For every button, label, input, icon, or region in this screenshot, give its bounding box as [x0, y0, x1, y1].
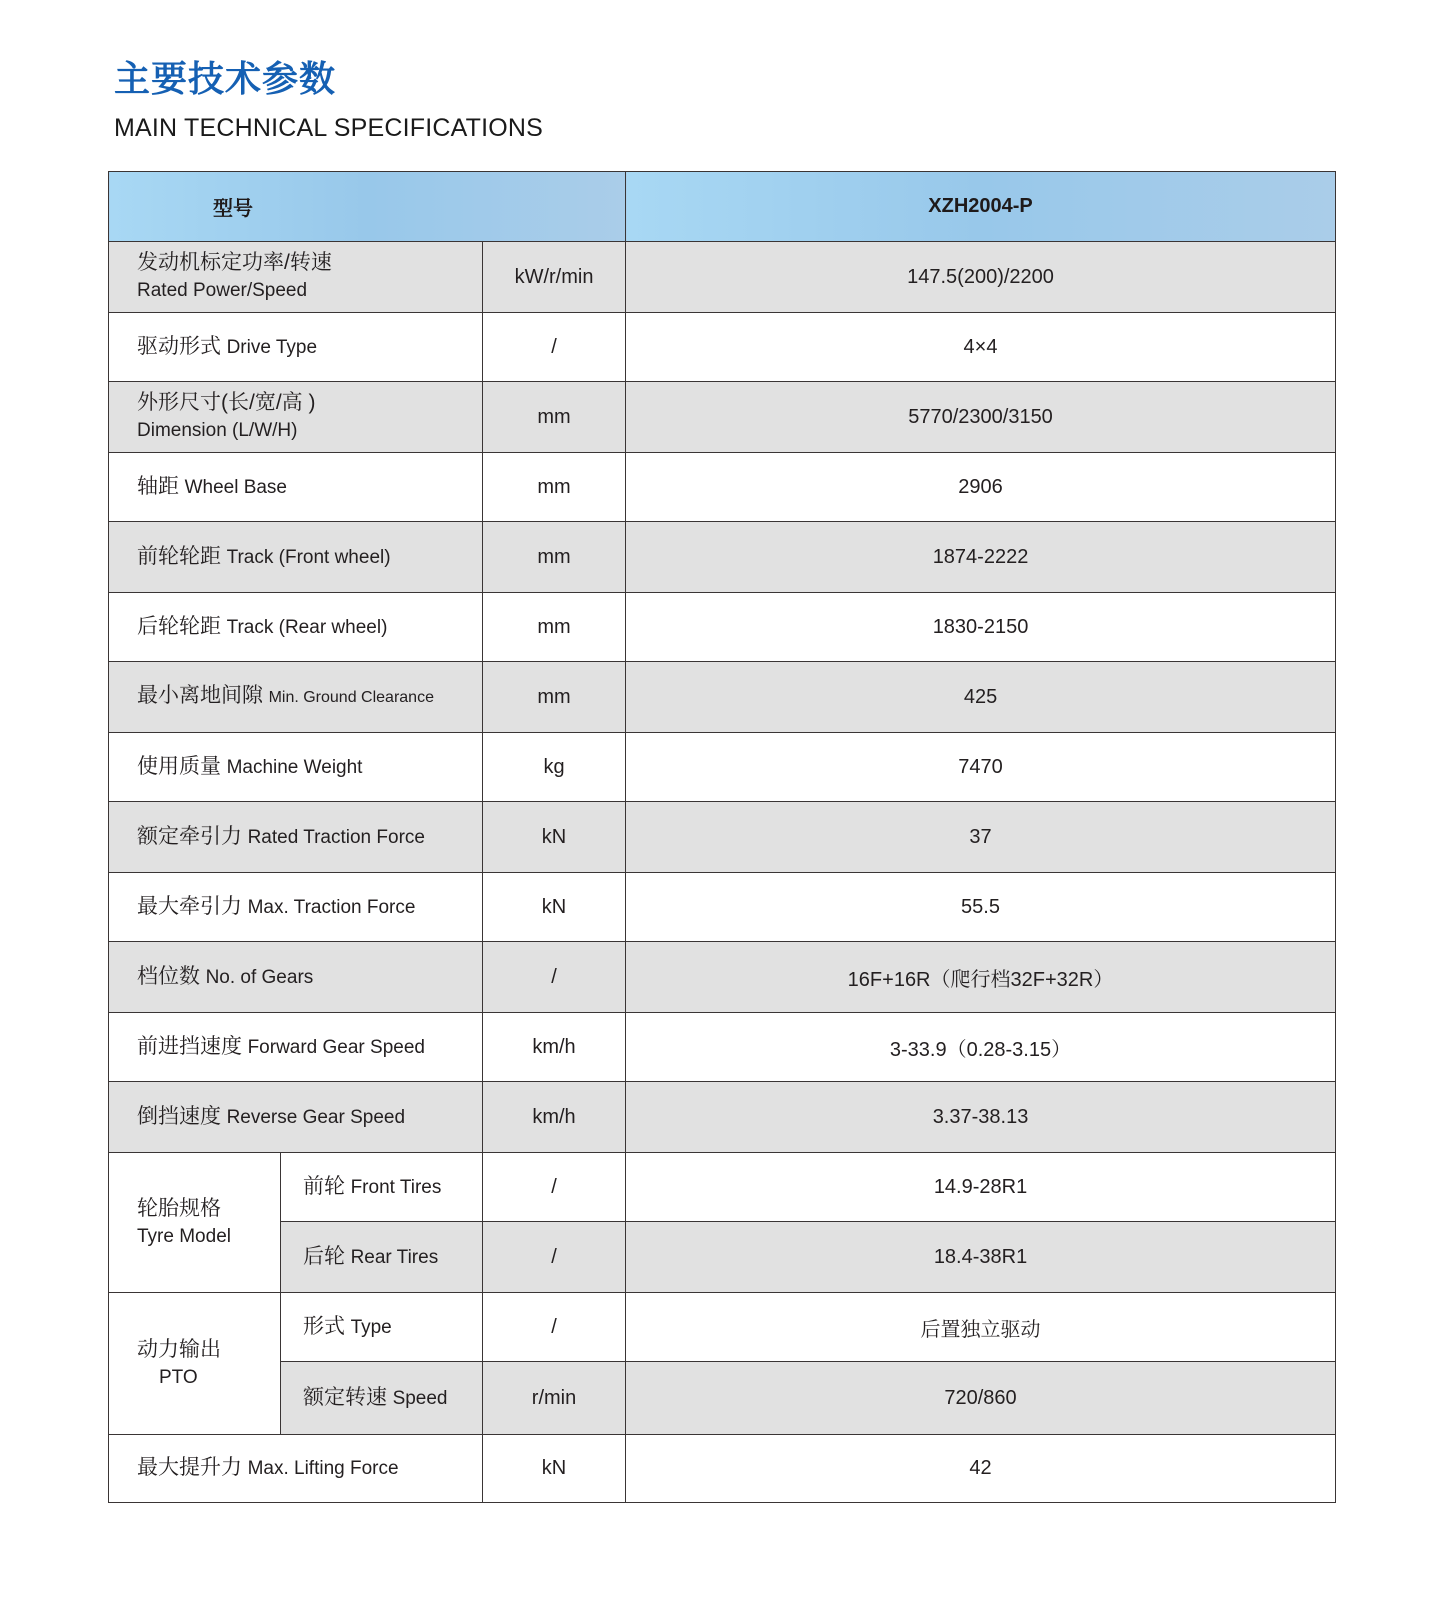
- spec-name-en: Type: [350, 1316, 392, 1338]
- spec-name: [281, 1153, 483, 1222]
- specifications-table: [108, 171, 1336, 1503]
- spec-value: 42: [626, 1435, 1336, 1503]
- model-value-header: XZH2004-P: [626, 172, 1336, 242]
- spec-unit: kN: [483, 873, 626, 942]
- table-row: [109, 1435, 1336, 1503]
- spec-name: [109, 522, 483, 593]
- spec-name: [109, 1082, 483, 1153]
- spec-value: 147.5(200)/2200: [626, 242, 1336, 313]
- spec-name-en: No. of Gears: [205, 966, 314, 988]
- spec-name-en: Rated Traction Force: [247, 826, 425, 848]
- spec-name-en: Max. Traction Force: [247, 896, 416, 918]
- spec-unit: /: [483, 1153, 626, 1222]
- spec-value: 3.37-38.13: [626, 1082, 1336, 1153]
- page-title-cn: 主要技术参数: [114, 59, 337, 100]
- spec-name-cn: 前轮轮距: [137, 544, 221, 568]
- spec-name-cn: 发动机标定功率/转速: [137, 251, 332, 274]
- spec-unit: mm: [483, 662, 626, 733]
- tyre-group-label: [109, 1153, 281, 1293]
- spec-name: [281, 1222, 483, 1293]
- spec-unit: kN: [483, 1435, 626, 1503]
- spec-name-cn: 驱动形式: [137, 334, 221, 358]
- spec-name: [109, 873, 483, 942]
- spec-name-en: Front Tires: [350, 1176, 442, 1198]
- spec-name-cn: 轴距: [137, 474, 179, 498]
- spec-name-en: Dimension (L/W/H): [137, 420, 298, 441]
- spec-unit: km/h: [483, 1013, 626, 1082]
- spec-name-en: Drive Type: [226, 336, 318, 358]
- spec-name: [109, 733, 483, 802]
- spec-name: [281, 1293, 483, 1362]
- table-row: [109, 1013, 1336, 1082]
- spec-unit: mm: [483, 453, 626, 522]
- spec-name: [109, 1013, 483, 1082]
- spec-name-en: Track (Front wheel): [226, 546, 391, 568]
- spec-name: [109, 1435, 483, 1503]
- table-row: [109, 242, 1336, 313]
- spec-unit: mm: [483, 382, 626, 453]
- spec-name: [109, 382, 483, 453]
- spec-value: 14.9-28R1: [626, 1153, 1336, 1222]
- spec-value: 后置独立驱动: [626, 1293, 1336, 1362]
- spec-name-cn: 额定牵引力: [137, 824, 242, 848]
- table-row: [109, 942, 1336, 1013]
- spec-value: 720/860: [626, 1362, 1336, 1435]
- spec-name: [109, 242, 483, 313]
- spec-unit: km/h: [483, 1082, 626, 1153]
- spec-unit: kN: [483, 802, 626, 873]
- spec-value: 5770/2300/3150: [626, 382, 1336, 453]
- spec-unit: kW/r/min: [483, 242, 626, 313]
- spec-unit: r/min: [483, 1362, 626, 1435]
- table-row: [109, 453, 1336, 522]
- spec-unit: mm: [483, 522, 626, 593]
- spec-name: [109, 313, 483, 382]
- spec-value: 55.5: [626, 873, 1336, 942]
- spec-name: [109, 662, 483, 733]
- spec-name-cn: 后轮: [303, 1244, 345, 1268]
- spec-value: 1874-2222: [626, 522, 1336, 593]
- spec-unit: /: [483, 1222, 626, 1293]
- spec-name-cn: 使用质量: [137, 754, 221, 778]
- spec-value: 1830-2150: [626, 593, 1336, 662]
- spec-name-en: Rated Power/Speed: [137, 280, 308, 301]
- pto-group-cn: 动力输出: [137, 1337, 221, 1361]
- table-row-tyre-rear: [109, 1222, 1336, 1293]
- tyre-group-cn: 轮胎规格: [137, 1196, 221, 1220]
- table-row: [109, 313, 1336, 382]
- spec-value: 18.4-38R1: [626, 1222, 1336, 1293]
- spec-name-cn: 最大提升力: [137, 1456, 242, 1479]
- spec-name: [281, 1362, 483, 1435]
- spec-name-cn: 档位数: [137, 964, 200, 988]
- spec-name-cn: 最小离地间隙: [137, 684, 263, 707]
- spec-name-cn: 前进挡速度: [137, 1034, 242, 1058]
- page-title-en: MAIN TECHNICAL SPECIFICATIONS: [114, 114, 544, 142]
- table-row-tyre-front: [109, 1153, 1336, 1222]
- spec-name: [109, 802, 483, 873]
- spec-name-en: Track (Rear wheel): [226, 616, 388, 638]
- pto-group-label: [109, 1293, 281, 1435]
- model-label-header: 型号: [109, 172, 626, 242]
- spec-value: 3-33.9（0.28-3.15）: [626, 1013, 1336, 1082]
- spec-value: 37: [626, 802, 1336, 873]
- spec-value: 7470: [626, 733, 1336, 802]
- spec-name-cn: 最大牵引力: [137, 894, 242, 918]
- spec-name: [109, 593, 483, 662]
- spec-name-en: Reverse Gear Speed: [226, 1106, 406, 1128]
- table-row: [109, 1082, 1336, 1153]
- spec-name-cn: 倒挡速度: [137, 1104, 221, 1128]
- spec-name-en: Machine Weight: [226, 756, 363, 778]
- spec-name: [109, 453, 483, 522]
- table-row: [109, 662, 1336, 733]
- table-row: [109, 802, 1336, 873]
- spec-unit: /: [483, 942, 626, 1013]
- spec-value: 425: [626, 662, 1336, 733]
- spec-name-cn: 形式: [303, 1314, 345, 1338]
- table-row: [109, 873, 1336, 942]
- spec-name-cn: 前轮: [303, 1174, 345, 1198]
- pto-group-en: PTO: [159, 1366, 198, 1388]
- spec-name-en: Rear Tires: [350, 1246, 439, 1268]
- spec-unit: mm: [483, 593, 626, 662]
- spec-name: [109, 942, 483, 1013]
- spec-unit: /: [483, 1293, 626, 1362]
- table-row: [109, 733, 1336, 802]
- spec-name-en: Min. Ground Clearance: [268, 689, 434, 706]
- spec-name-cn: 外形尺寸(长/宽/高 ): [137, 391, 316, 414]
- spec-value: 16F+16R（爬行档32F+32R）: [626, 942, 1336, 1013]
- spec-value: 4×4: [626, 313, 1336, 382]
- table-row: [109, 593, 1336, 662]
- spec-name-cn: 后轮轮距: [137, 614, 221, 638]
- table-row-pto-type: [109, 1293, 1336, 1362]
- spec-unit: kg: [483, 733, 626, 802]
- table-row: [109, 382, 1336, 453]
- spec-name-cn: 额定转速: [303, 1385, 387, 1409]
- spec-value: 2906: [626, 453, 1336, 522]
- table-row: [109, 522, 1336, 593]
- spec-name-en: Speed: [392, 1387, 448, 1409]
- spec-unit: /: [483, 313, 626, 382]
- spec-name-en: Max. Lifting Force: [247, 1458, 399, 1479]
- tyre-group-en: Tyre Model: [137, 1225, 231, 1247]
- spec-name-en: Wheel Base: [184, 476, 288, 498]
- table-header-row: [109, 172, 1336, 242]
- table-row-pto-speed: [109, 1362, 1336, 1435]
- spec-name-en: Forward Gear Speed: [247, 1036, 425, 1058]
